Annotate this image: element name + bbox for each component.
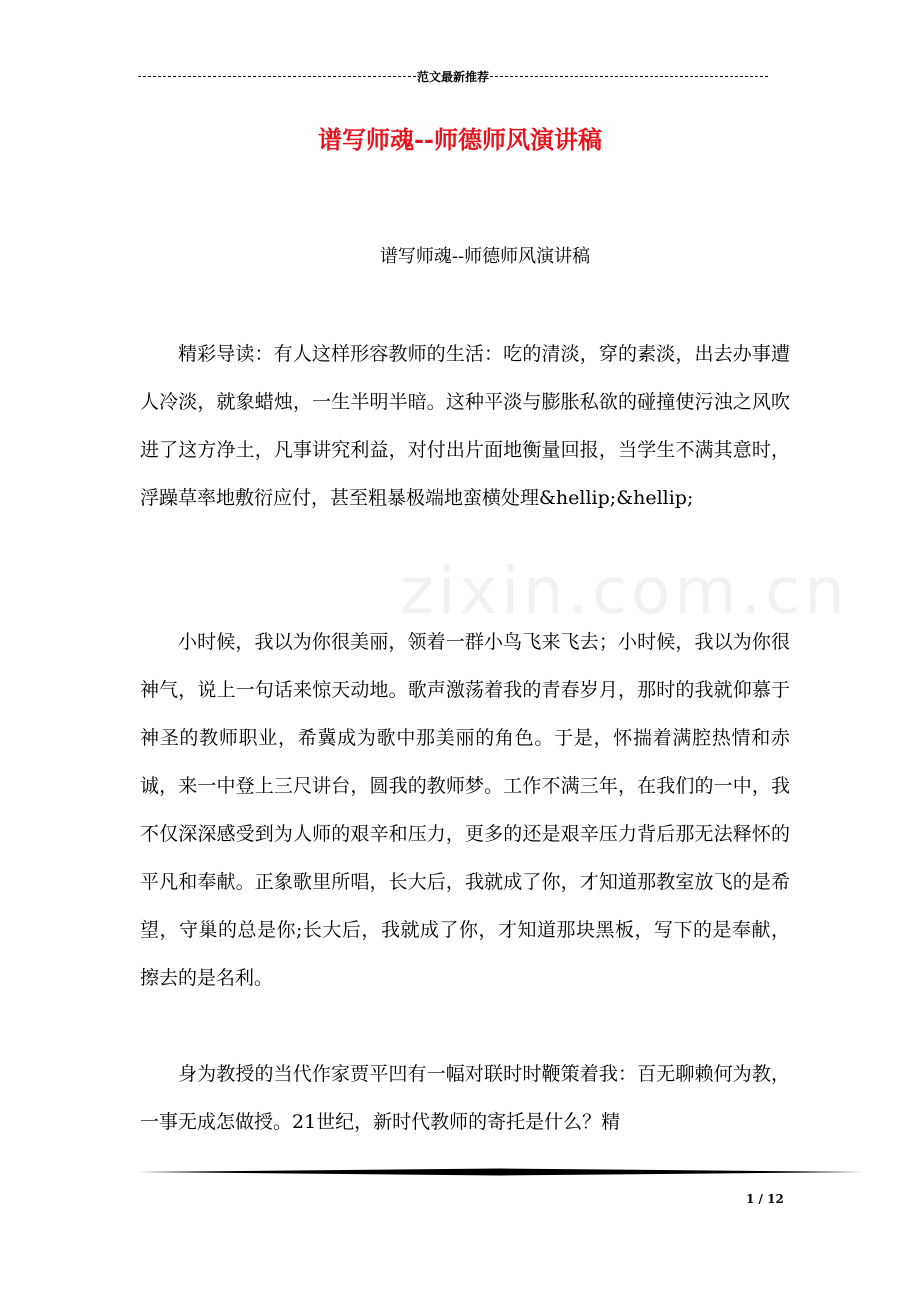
watermark: zixin.com.cn — [400, 555, 849, 629]
paragraph-couplet: 身为教授的当代作家贾平凹有一幅对联时时鞭策着我：百无聊赖何为教，一事无成怎做授。21世纪，新时代教师的寄托是什么？精 — [140, 1063, 790, 1133]
footer-rule — [138, 1168, 863, 1176]
page-header — [138, 66, 768, 86]
paragraph-childhood: 小时候，我以为你很美丽，领着一群小鸟飞来飞去；小时候，我以为你很神气，说上一句话来惊天动地。歌声激荡着我的青春岁月，那时的我就仰慕于神圣的教师职业，希冀成为歌中那美丽的角色。于是，怀揣着满腔热情和赤诚，来一中登上三尺讲台，圆我的教师梦。工作不满三年，在我们的一中，我不仅深深感受到为人师的艰辛和压力，更多的还是艰辛压力背后那无法释怀的平凡和奉献。正象歌里所唱，长大后，我就成了你，才知道那教室放飞的是希望，守巢的总是你;长大后，我就成了你，才知道那块黑板，写下的是奉献，擦去的是名利。 — [140, 631, 790, 989]
footer-rule-line — [138, 1168, 863, 1176]
page-number: 1 / 12 — [746, 1192, 784, 1206]
document-title: 谱写师魂--师德师风演讲稿 — [318, 125, 602, 154]
header-dash-right — [490, 76, 768, 77]
header-label: 范文最新推荐 — [417, 69, 490, 84]
paragraph-intro: 精彩导读：有人这样形容教师的生活：吃的清淡，穿的素淡，出去办事遭人冷淡，就象蜡烛，一生半明半暗。这种平淡与膨胀私欲的碰撞使污浊之风吹进了这方净土，凡事讲究利益，对付出片面地衡量回报，当学生不满其意时，浮躁草率地敷衍应付，甚至粗暴极端地蛮横处理&hellip;&hellip; — [140, 343, 790, 509]
header-dash-left — [138, 76, 416, 77]
document-subtitle: 谱写师魂--师德师风演讲稿 — [379, 246, 591, 267]
